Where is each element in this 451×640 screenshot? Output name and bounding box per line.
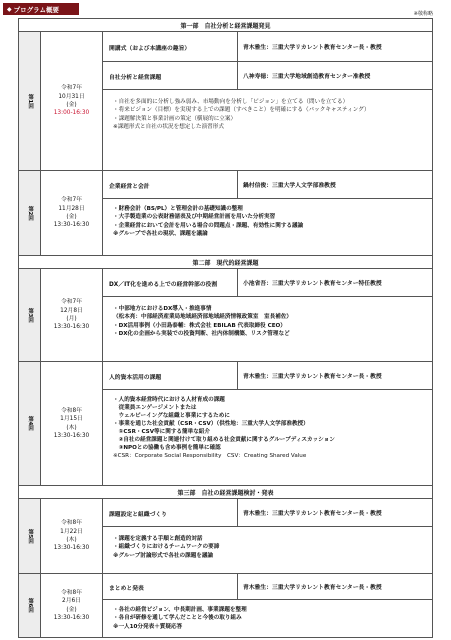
lecture-row: 企業経営と会計 鍋村信俊：三重大学人文学部准教授 xyxy=(103,171,432,199)
session-date: 令和8年 1月15日 (木) 13:30-16:30 xyxy=(41,362,103,485)
session-number: 第6回 xyxy=(19,574,41,637)
lecture-row: DX／IT化を進める上での経営幹部の役割 小池省吾：三重大学リカレント教育センター特任教授 xyxy=(103,269,432,297)
session-date: 令和7年 12月8日 (月) 13:30-16:30 xyxy=(41,269,103,361)
session-number: 第3回 xyxy=(19,269,41,361)
session-4 xyxy=(19,362,432,486)
session-1 xyxy=(19,32,432,171)
session-content: ・中部地方におけるDX導入・推進事情 （松本亮：中部経済産業局地域経済部地域経済情報政策室 室長補佐） ・DX活用事例（小田島泰輔：株式会社 EBILAB 代表取締役 CEO） ・DX化の企画から実装での投資判断、社内体制構築、リスク管理など xyxy=(103,297,432,361)
diamond-icon: ◆ xyxy=(7,5,12,13)
part2-header: 第二部 現代的経営課題 xyxy=(19,256,432,269)
lecture-row: まとめと発表 青木雅生：三重大学リカレント教育センター長・教授 xyxy=(103,574,432,600)
program-overview-tab xyxy=(3,3,79,15)
session-content: ・課題を定義する手順と創造的対話 ・組織づくりにおけるチームワークの要諦 ※グループ討論形式で各社の課題を議論 xyxy=(103,527,432,573)
session-content: ・財務会計（BS/PL）と管理会計の基礎知識の整理 ・大手製造業の公表財務諸表及び中期経営計画を用いた分析実習 ・企業経営において会計を用いる場合の問題点・課題、有効性に関する議論 ※グループで各社の現状、課題を議論 xyxy=(103,199,432,255)
session-5 xyxy=(19,499,432,574)
lecture-row: 課題設定と組織づくり 青木雅生：三重大学リカレント教育センター長・教授 xyxy=(103,499,432,527)
lecture-row: 開講式（および本講座の趣旨） 青木雅生：三重大学リカレント教育センター長・教授 xyxy=(103,32,432,62)
part3-header: 第三部 自社の経営課題検討・発表 xyxy=(19,486,432,499)
session-content: ・各社の経営ビジョン、中長期計画、事業課題を整理 ・各自が研修を通して学んだことと今後の取り組み ※一人10分発表＋質疑応答 xyxy=(103,600,432,637)
part1-header: 第一部 自社分析と経営課題発見 xyxy=(19,19,432,32)
program-overview-label: プログラム概要 xyxy=(13,5,60,14)
session-2 xyxy=(19,171,432,256)
program-table xyxy=(18,18,433,638)
session-number: 第2回 xyxy=(19,171,41,255)
session-number: 第4回 xyxy=(19,362,41,485)
honorific-note: ※敬称略 xyxy=(413,11,433,17)
session-number: 第5回 xyxy=(19,499,41,573)
lecture-row: 自社分析と経営課題 八神寿徳：三重大学地域創造教育センター准教授 xyxy=(103,62,432,90)
session-date: 令和7年 11月28日 (金) 13:30-16:30 xyxy=(41,171,103,255)
session-date: 令和7年 10月31日 (金) 13:00-16:30 xyxy=(41,32,103,170)
session-content: ・人的資本経営時代における人材育成の課題 従業員エンゲージメントまたは ウェルビーイングな組織と事業にするために ・事業を通じた社会貢献（CSR・CSV）（供性地：三重大学人文学部准教授） ①CSR・CSV等に関する簡単な紹介 ②自社の経営課題と関連付けて取り組める社会貢献に関するグループディスカッション ③NPOとの協働も含め事例を簡単に確認 ※CSR：Corporate Social Responsibility CSV：Creating Shared Value xyxy=(103,390,432,485)
session-6 xyxy=(19,574,432,637)
session-number: 第1回 xyxy=(19,32,41,170)
lecture-row: 人的資本活用の課題 青木雅生：三重大学リカレント教育センター長・教授 xyxy=(103,362,432,390)
session-content: ・自社を多面的に分析し強み弱み、市場動向を分析し「ビジョン」を立てる（問いを立てる） ・将来ビジョン（目標）を実現する上での課題（すべきこと）を明確にする（バックキャスティング） ・課題解決策と事業計画の策定（横展的に立案） ※課題形式と自社の状況を想定した演習形式 xyxy=(103,90,432,170)
session-3 xyxy=(19,269,432,362)
session-date: 令和8年 2月6日 (金) 13:30-16:30 xyxy=(41,574,103,637)
session-date: 令和8年 1月22日 (木) 13:30-16:30 xyxy=(41,499,103,573)
